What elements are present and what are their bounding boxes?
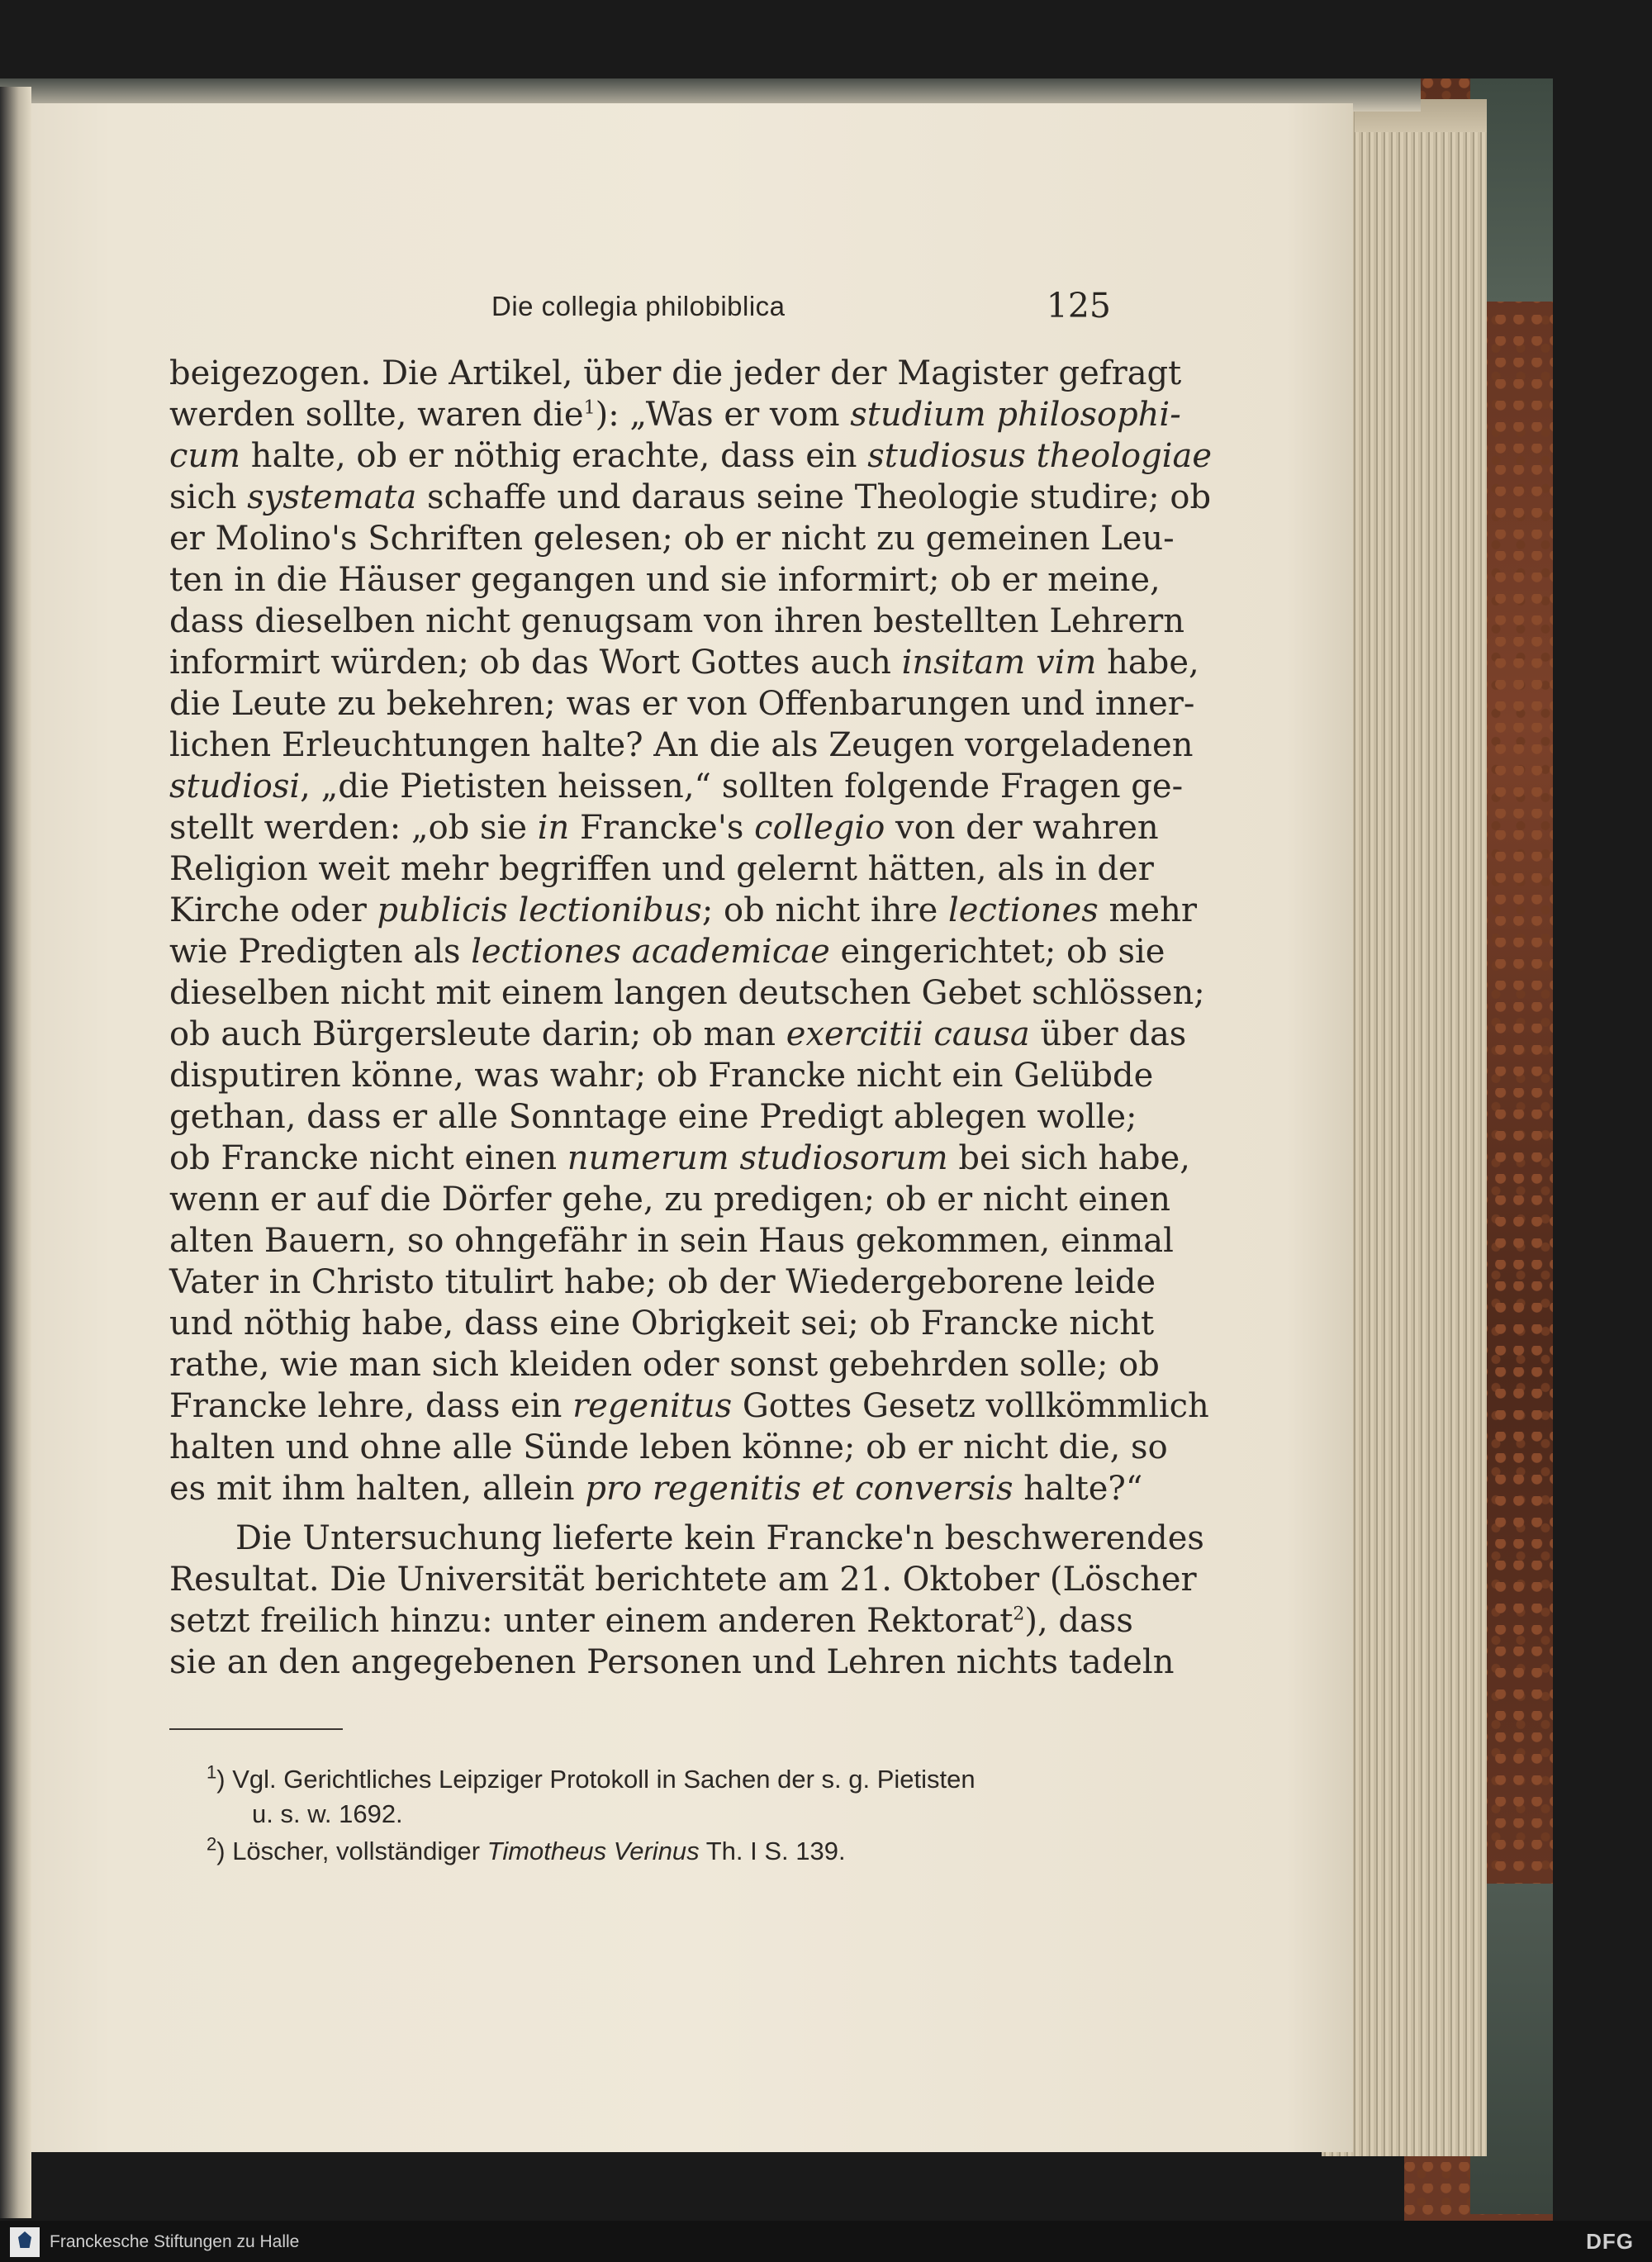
text-line: werden sollte, waren die$^1$): „Was er vom studium philosophi- bbox=[169, 396, 1181, 434]
text-line: Francke lehre, dass ein regenitus Gottes Gesetz vollkömmlich bbox=[169, 1387, 1209, 1425]
page-number: 125 bbox=[1046, 286, 1111, 326]
footnote-1: $^1$) Vgl. Gerichtliches Leipziger Protokoll in Sachen der s. g. Pietisten bbox=[206, 1761, 976, 1794]
text-line: halten und ohne alle Sünde leben könne; ob er nicht die, so bbox=[169, 1428, 1168, 1466]
text-line: lichen Erleuchtungen halte? An die als Zeugen vorgeladenen bbox=[169, 726, 1194, 764]
text-line: dieselben nicht mit einem langen deutschen Gebet schlössen; bbox=[169, 974, 1205, 1012]
text-line: und nöthig habe, dass eine Obrigkeit sei; ob Francke nicht bbox=[169, 1304, 1155, 1342]
text-line: ob Francke nicht einen numerum studiosorum bei sich habe, bbox=[169, 1139, 1191, 1177]
text-line: gethan, dass er alle Sonntage eine Predigt ablegen wolle; bbox=[169, 1098, 1137, 1136]
footnote-ref-1[interactable]: 1 bbox=[583, 397, 596, 419]
text-line: Religion weit mehr begriffen und gelernt hätten, als in der bbox=[169, 850, 1154, 888]
text-line: Resultat. Die Universität berichtete am 21. Oktober (Löscher bbox=[169, 1561, 1197, 1599]
text-line: Vater in Christo titulirt habe; ob der Wiedergeborene leide bbox=[169, 1263, 1156, 1301]
text-line: disputiren könne, was wahr; ob Francke nicht ein Gelübde bbox=[169, 1057, 1154, 1095]
text-line: die Leute zu bekehren; was er von Offenbarungen und inner- bbox=[169, 685, 1195, 723]
text-line: rathe, wie man sich kleiden oder sonst gebehrden solle; ob bbox=[169, 1346, 1160, 1384]
institution-logo-icon bbox=[10, 2227, 40, 2257]
text-line: ob auch Bürgersleute darin; ob man exercitii causa über das bbox=[169, 1015, 1187, 1053]
viewer-footer bbox=[0, 2221, 1652, 2262]
page-header bbox=[169, 286, 1111, 332]
footnote-2: $^2$) Löscher, vollständiger Timotheus Verinus Th. I S. 139. bbox=[206, 1833, 846, 1865]
text-line: studiosi, „die Pietisten heissen,“ sollten folgende Fragen ge- bbox=[169, 767, 1184, 805]
footnote-marker: 2 bbox=[206, 1833, 217, 1855]
dfg-logo: DFG bbox=[1586, 2229, 1634, 2254]
text-line: wie Predigten als lectiones academicae eingerichtet; ob sie bbox=[169, 933, 1165, 971]
text-line: Kirche oder publicis lectionibus; ob nicht ihre lectiones mehr bbox=[169, 891, 1197, 929]
text-line: Die Untersuchung lieferte kein Francke'n beschwerendes bbox=[235, 1519, 1204, 1557]
text-line: wenn er auf die Dörfer gehe, zu predigen; ob er nicht einen bbox=[169, 1181, 1170, 1219]
text-line: cum halte, ob er nöthig erachte, dass ein studiosus theologiae bbox=[169, 437, 1212, 475]
text-line: dass dieselben nicht genugsam von ihren bestellten Lehrern bbox=[169, 602, 1184, 640]
text-line: alten Bauern, so ohngefähr in sein Haus gekommen, einmal bbox=[169, 1222, 1174, 1260]
footnote-1-cont: u. s. w. 1692. bbox=[252, 1799, 403, 1828]
institution-name: Franckesche Stiftungen zu Halle bbox=[50, 2232, 300, 2251]
text-line: sich systemata schaffe und daraus seine Theologie studire; ob bbox=[169, 478, 1212, 516]
text-line: er Molino's Schriften gelesen; ob er nicht zu gemeinen Leu- bbox=[169, 520, 1175, 558]
text-line: ten in die Häuser gegangen und sie informirt; ob er meine, bbox=[169, 561, 1161, 599]
footnote-ref-2[interactable]: 2 bbox=[1013, 1604, 1025, 1625]
text-line: sie an den angegebenen Personen und Lehren nichts tadeln bbox=[169, 1643, 1175, 1681]
running-head: Die collegia philobiblica bbox=[491, 291, 786, 321]
text-line: setzt freilich hinzu: unter einem anderen Rektorat$^2$), dass bbox=[169, 1602, 1133, 1640]
text-line: informirt würden; ob das Wort Gottes auch insitam vim habe, bbox=[169, 644, 1199, 682]
text-line: beigezogen. Die Artikel, über die jeder der Magister gefragt bbox=[169, 354, 1182, 392]
left-page-edge bbox=[0, 87, 31, 2218]
text-line: es mit ihm halten, allein pro regenitis et conversis halte?“ bbox=[169, 1470, 1143, 1508]
footnote-marker: 1 bbox=[206, 1761, 217, 1783]
footnote-rule bbox=[169, 1728, 343, 1730]
text-line: stellt werden: „ob sie in Francke's collegio von der wahren bbox=[169, 809, 1159, 847]
